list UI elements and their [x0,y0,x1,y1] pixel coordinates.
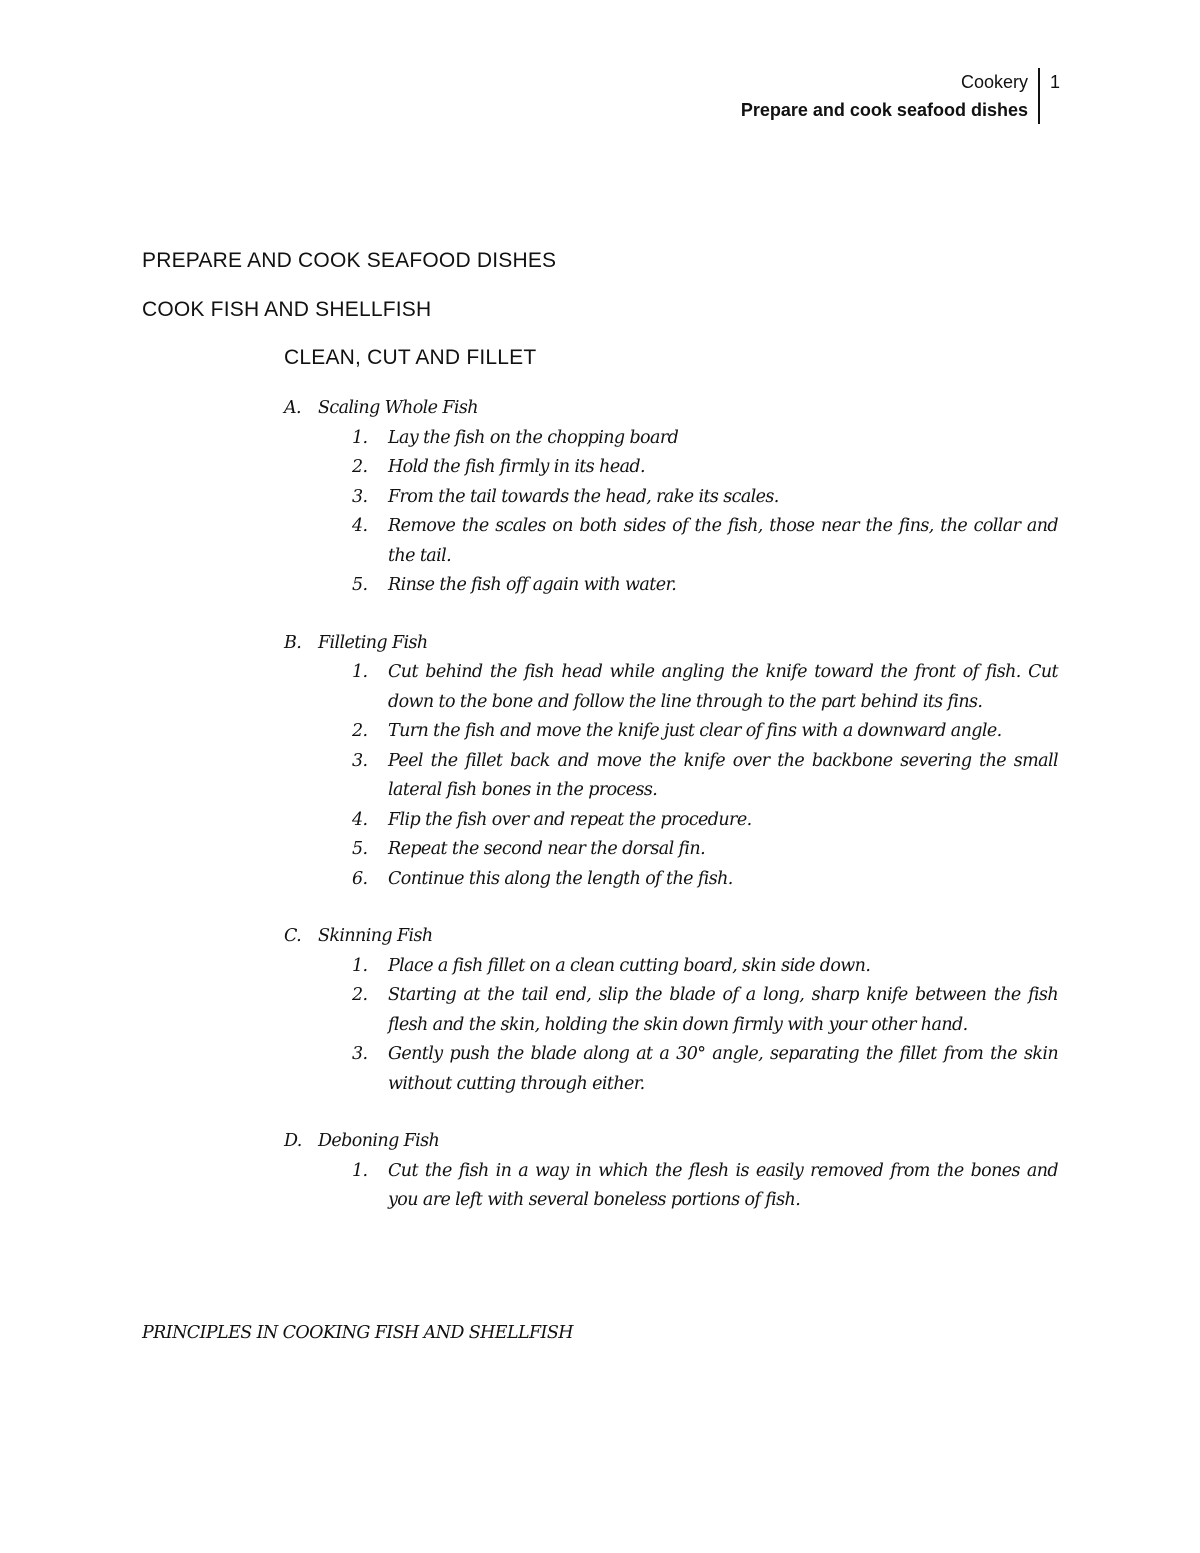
step-text: Flip the fish over and repeat the procedure. [388,809,752,830]
list-item [284,747,1058,806]
list-item [284,1157,1058,1216]
step-number: 5. [352,575,368,595]
header-text-block [741,68,1040,124]
step-text: Lay the fish on the chopping board [388,427,679,448]
step-number: 2. [352,457,368,477]
step-text: Starting at the tail end, slip the blade of a long, sharp knife between the fish flesh and the skin, holding the skin down firmly with your other hand. [388,985,1058,1035]
step-text: Place a fish fillet on a clean cutting board, skin side down. [388,955,871,976]
principles-heading: PRINCIPLES IN COOKING FISH AND SHELLFISH [142,1323,573,1343]
step-number: 1. [352,427,368,448]
list-item [284,952,1058,982]
section-title-text: Scaling Whole Fish [318,398,478,418]
list-item [284,835,1058,865]
step-number: 4. [352,516,368,536]
step-number: 1. [352,955,368,976]
list-item [284,806,1058,836]
list-item [284,571,1058,601]
step-text: Rinse the fish off again with water. [388,575,677,595]
list-item [284,1040,1058,1099]
step-text: Remove the scales on both sides of the fish, those near the fins, the collar and the tail. [388,516,1058,566]
section-letter: D. [284,1131,302,1151]
step-text: From the tail towards the head, rake its scales. [388,486,779,507]
procedure-section [284,629,1058,895]
list-item [284,512,1058,571]
section-title [284,629,1058,659]
step-text: Peel the fillet back and move the knife over the backbone severing the small lateral fish bones in the process. [388,750,1058,800]
list-item [284,424,1058,454]
section-letter: B. [284,632,302,653]
main-heading: PREPARE AND COOK SEAFOOD DISHES [142,249,557,272]
step-number: 3. [352,750,368,771]
procedure-section [284,1127,1058,1216]
list-item [284,658,1058,717]
list-item [284,981,1058,1040]
section-title-text: Skinning Fish [318,926,433,946]
section-title [284,922,1058,952]
page-number: 1 [1049,72,1060,92]
header-document-title: Prepare and cook seafood dishes [740,100,1028,120]
step-text: Hold the fish firmly in its head. [388,457,645,477]
step-number: 1. [352,662,368,682]
page-header [741,68,1060,124]
step-number: 6. [352,868,368,889]
section-letter: C. [284,926,302,946]
step-number: 1. [352,1160,368,1181]
section-title-text: Deboning Fish [318,1131,440,1151]
step-number: 3. [352,1044,368,1064]
section-title [284,1127,1058,1157]
step-text: Cut the fish in a way in which the flesh is easily removed from the bones and you are left with several boneless portions of fish. [388,1160,1058,1210]
step-number: 2. [352,721,368,741]
procedure-section [284,922,1058,1099]
header-subject: Cookery [960,72,1028,92]
step-number: 4. [352,809,368,830]
section-title-text: Filleting Fish [318,632,428,653]
sub-heading: COOK FISH AND SHELLFISH [142,298,432,321]
step-number: 2. [352,985,368,1005]
topic-heading: CLEAN, CUT AND FILLET [284,346,537,369]
section-letter: A. [284,398,302,418]
list-item [284,453,1058,483]
step-text: Continue this along the length of the fish. [388,868,733,889]
procedure-section [284,394,1058,601]
step-number: 5. [352,839,368,859]
list-item [284,483,1058,513]
step-text: Gently push the blade along at a 30° angle, separating the fillet from the skin without cutting through either. [388,1044,1058,1094]
step-number: 3. [352,486,368,507]
step-text: Cut behind the fish head while angling the knife toward the front of fish. Cut down to the bone and follow the line through to the part behind its fins. [388,662,1058,712]
section-title [284,394,1058,424]
step-text: Repeat the second near the dorsal fin. [388,839,706,859]
list-item [284,865,1058,895]
procedure-sections [284,394,1058,1244]
list-item [284,717,1058,747]
step-text: Turn the fish and move the knife just clear of fins with a downward angle. [388,721,1002,741]
